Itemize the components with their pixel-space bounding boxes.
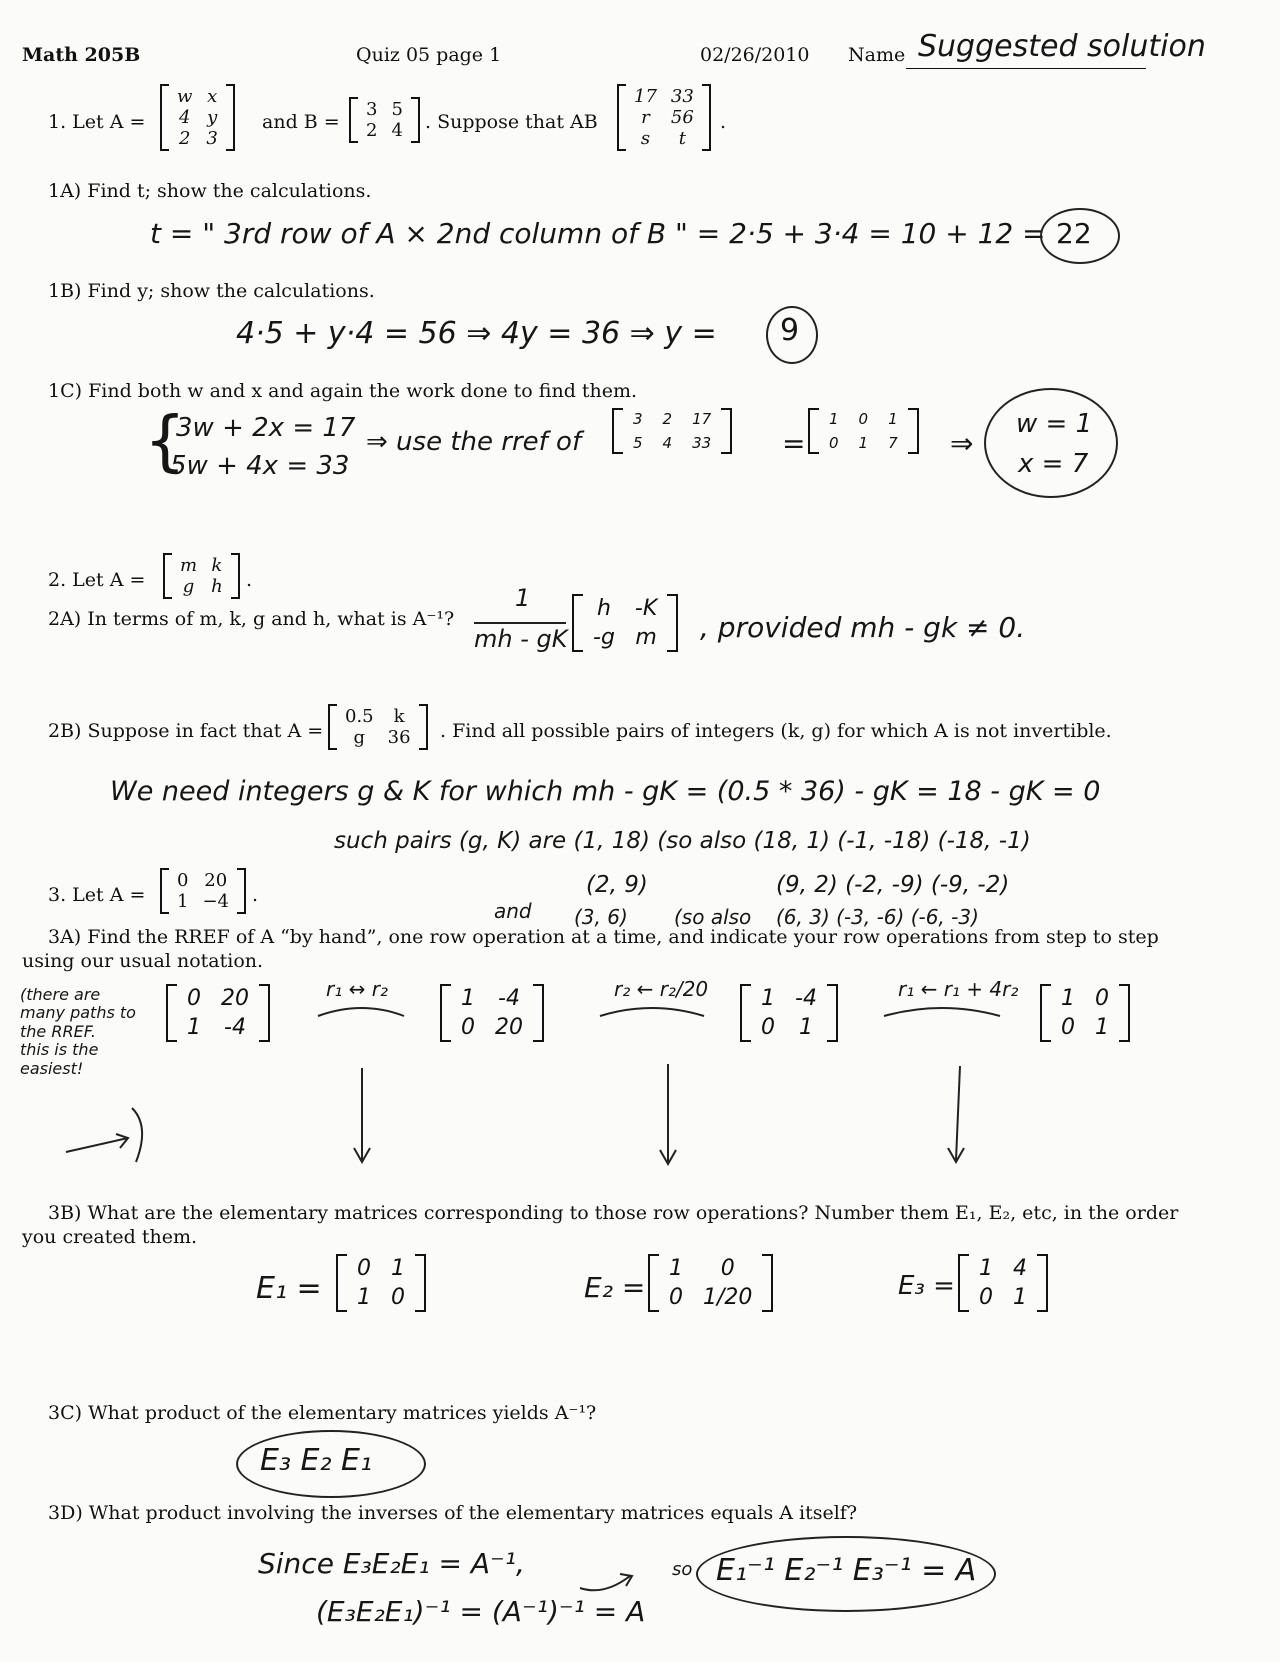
matrix-cell: 0: [357, 1256, 371, 1281]
matrix-cell: 33: [692, 434, 712, 452]
q2a-fraction-denominator: mh - gK: [474, 625, 568, 653]
matrix-cell: 1: [979, 1256, 993, 1281]
rref-op-2: r₂ ← r₂/20: [614, 977, 709, 1001]
matrix-cell: 1: [858, 434, 869, 452]
q2-prompt: 2. Let A =: [48, 569, 146, 591]
matrix-cell: t: [678, 128, 686, 149]
matrix-cell: m: [180, 555, 198, 576]
matrix-cell: 1: [357, 1285, 371, 1310]
q2b-prompt: 2B) Suppose in fact that A =: [48, 720, 324, 742]
e1-label: E₁ =: [256, 1271, 322, 1306]
e3-label: E₃ =: [898, 1271, 955, 1301]
matrix-cell: 0: [669, 1285, 683, 1310]
matrix-cell: g: [353, 727, 366, 748]
left-bracket: [648, 1254, 659, 1312]
matrix-cell: 20: [495, 1015, 523, 1040]
matrix-cell: s: [640, 128, 651, 149]
right-bracket: [762, 1254, 773, 1312]
matrix-cell: 4: [662, 434, 673, 452]
matrix-cell: 17: [634, 86, 657, 107]
q2a-prompt: 2A) In terms of m, k, g and h, what is A⁻¹?: [48, 608, 455, 630]
elementary-matrix-e3: [958, 1254, 1048, 1312]
q2b-work: We need integers g & K for which mh - gK = (0.5 * 36) - gK = 18 - gK = 0: [110, 776, 1101, 807]
q3d-prompt: 3D) What product involving the inverses of the elementary matrices equals A itself?: [48, 1502, 858, 1524]
matrix-cell: 1: [829, 410, 839, 428]
matrix-cell: 0: [829, 434, 839, 452]
matrix-cell: 33: [670, 86, 694, 107]
q2b-pairs-1: such pairs (g, K) are (1, 18) (so also (18, 1) (-1, -18) (-18, -1): [334, 828, 1031, 854]
note-line: the RREF.: [20, 1021, 96, 1041]
e2-label: E₂ =: [584, 1271, 646, 1304]
q1a-answer: 22: [1056, 217, 1092, 250]
note-line: many paths to: [20, 1003, 136, 1023]
q3-prompt: 3. Let A =: [48, 884, 146, 906]
matrix-cell: 0: [761, 1015, 775, 1040]
matrix-cell: 0: [391, 1285, 405, 1310]
matrix-cell: k: [393, 706, 405, 727]
matrix-cell: 20: [221, 986, 249, 1011]
q2b-pairs-3-also: (6, 3) (-3, -6) (-6, -3): [776, 905, 979, 929]
matrix-cell: -4: [795, 986, 817, 1011]
matrix-cell: 0.5: [345, 706, 374, 727]
matrix-cell: 2: [178, 128, 191, 149]
matrix-cell: 1: [391, 1256, 405, 1281]
q2b-so-also: (so also: [674, 905, 752, 929]
q2-period: .: [246, 569, 253, 591]
matrix-cell: 1: [1061, 986, 1075, 1011]
matrix-cell: -K: [634, 596, 658, 621]
q2b-pairs-3: (3, 6): [574, 905, 628, 929]
matrix-cell: 4: [178, 107, 191, 128]
matrix-cell: y: [207, 107, 218, 128]
q2b-and: and: [494, 899, 532, 923]
q3d-answer: E₁⁻¹ E₂⁻¹ E₃⁻¹ = A: [716, 1553, 977, 1588]
matrix-cell: r: [641, 107, 650, 128]
q1c-brace: {: [144, 402, 186, 479]
q1b-answer: 9: [780, 313, 800, 348]
matrix-cell: 0: [979, 1285, 993, 1310]
q2a-fraction-numerator: 1: [515, 584, 531, 612]
matrix-cell: 5: [633, 434, 643, 452]
q1c-prompt: 1C) Find both w and x and again the work done to find them.: [48, 380, 638, 402]
matrix-cell: 3: [633, 410, 643, 428]
q1c-answer-w: w = 1: [1016, 409, 1093, 439]
q1-number: 1. Let A =: [48, 111, 146, 133]
q1b-prompt: 1B) Find y; show the calculations.: [48, 280, 375, 302]
q2b-pairs-2-also: (9, 2) (-2, -9) (-9, -2): [776, 872, 1010, 898]
matrix-cell: 2: [366, 120, 378, 141]
matrix-cell: 4: [1013, 1256, 1027, 1281]
matrix-cell: 1: [798, 1015, 813, 1040]
q1c-eq2: 5w + 4x = 33: [170, 451, 350, 481]
matrix-cell: 17: [692, 410, 712, 428]
ab-period: .: [720, 111, 727, 133]
q2b-prompt-rest: . Find all possible pairs of integers (k, g) for which A is not invertible.: [440, 720, 1112, 742]
q3-period: .: [252, 884, 259, 906]
matrix-cell: −4: [202, 891, 229, 912]
q3b-prompt-cont: you created them.: [22, 1226, 197, 1248]
matrix-cell: 36: [387, 727, 411, 748]
matrix-cell: 0: [461, 1015, 475, 1040]
matrix-cell: 1: [669, 1256, 683, 1281]
matrix-cell: 0: [720, 1256, 735, 1281]
matrix-cell: w: [177, 86, 193, 107]
q3d-so: so: [672, 1559, 693, 1580]
q1a-work: t = " 3rd row of A × 2nd column of B " = 2·5 + 3·4 = 10 + 12 =: [150, 217, 1046, 250]
q3b-prompt: 3B) What are the elementary matrices corresponding to those row operations? Number them E₁, E₂, etc, in the order: [48, 1202, 1179, 1224]
course-title: Math 205B: [22, 44, 141, 66]
matrix-cell: m: [635, 625, 657, 650]
q1c-equals: =: [782, 427, 806, 460]
matrix-cell: 0: [858, 410, 869, 428]
q3a-prompt-cont: using our usual notation.: [22, 950, 264, 972]
q1b-work: 4·5 + y·4 = 56 ⇒ 4y = 36 ⇒ y =: [236, 316, 717, 351]
q3c-answer: E₃ E₂ E₁: [260, 1443, 373, 1478]
matrix-cell: 0: [177, 870, 189, 891]
name-value: Suggested solution: [918, 29, 1206, 64]
elementary-matrix-e2: [648, 1254, 773, 1312]
q3d-since: Since E₃E₂E₁ = A⁻¹,: [258, 1547, 525, 1580]
matrix-cell: 1: [177, 891, 189, 912]
q1c-implies: ⇒: [950, 427, 974, 460]
left-bracket: [336, 1254, 347, 1312]
matrix-cell: 0: [187, 986, 201, 1011]
quiz-title: Quiz 05 page 1: [356, 44, 502, 66]
matrix-cell: 4: [391, 120, 403, 141]
matrix-cell: 0: [1095, 986, 1109, 1011]
q1c-eq1: 3w + 2x = 17: [176, 413, 356, 443]
q3c-prompt: 3C) What product of the elementary matrices yields A⁻¹?: [48, 1402, 597, 1424]
matrix-cell: 1/20: [703, 1285, 753, 1310]
matrix-cell: k: [211, 555, 223, 576]
note-line: this is the: [20, 1040, 99, 1060]
q1a-prompt: 1A) Find t; show the calculations.: [48, 180, 372, 202]
matrix-cell: 3: [206, 128, 218, 149]
q3d-inverse: (E₃E₂E₁)⁻¹ = (A⁻¹)⁻¹ = A: [316, 1595, 646, 1628]
note-line: easiest!: [20, 1058, 84, 1078]
elementary-matrix-e1: [336, 1254, 426, 1312]
right-bracket: [1037, 1254, 1048, 1312]
q3a-prompt: 3A) Find the RREF of A “by hand”, one row operation at a time, and indicate your row operations from step to step: [48, 926, 1159, 948]
and-b-label: and B =: [262, 111, 340, 133]
matrix-cell: 20: [204, 870, 228, 891]
matrix-cell: g: [182, 576, 195, 597]
left-bracket: [958, 1254, 969, 1312]
q1c-answer-x: x = 7: [1018, 449, 1089, 479]
matrix-cell: 1: [888, 410, 898, 428]
q2a-condition: , provided mh - gk ≠ 0.: [700, 611, 1026, 644]
matrix-cell: 1: [461, 986, 475, 1011]
matrix-cell: h: [596, 596, 611, 621]
matrix-cell: -g: [593, 625, 615, 650]
right-bracket: [415, 1254, 426, 1312]
matrix-cell: 1: [1013, 1285, 1027, 1310]
name-label: Name: [848, 44, 906, 66]
rref-op-3: r₁ ← r₁ + 4r₂: [898, 977, 1019, 1001]
matrix-cell: 3: [366, 99, 378, 120]
matrix-cell: x: [207, 86, 218, 107]
matrix-cell: 0: [1061, 1015, 1075, 1040]
matrix-cell: 1: [761, 986, 775, 1011]
matrix-cell: 1: [1095, 1015, 1109, 1040]
matrix-cell: 7: [888, 434, 898, 452]
rref-op-1: r₁ ↔ r₂: [326, 977, 388, 1001]
matrix-cell: h: [211, 576, 223, 597]
matrix-cell: 56: [670, 107, 694, 128]
matrix-cell: 1: [187, 1015, 201, 1040]
matrix-cell: 2: [662, 410, 673, 428]
suppose-ab-text: . Suppose that AB: [425, 111, 598, 133]
q1c-use-rref: ⇒ use the rref of: [366, 427, 582, 457]
matrix-cell: -4: [224, 1015, 246, 1040]
q2b-pairs-2: (2, 9): [586, 872, 648, 898]
note-line: (there are: [20, 985, 101, 1004]
matrix-cell: 5: [391, 99, 403, 120]
matrix-cell: -4: [498, 986, 520, 1011]
quiz-date: 02/26/2010: [700, 44, 810, 66]
